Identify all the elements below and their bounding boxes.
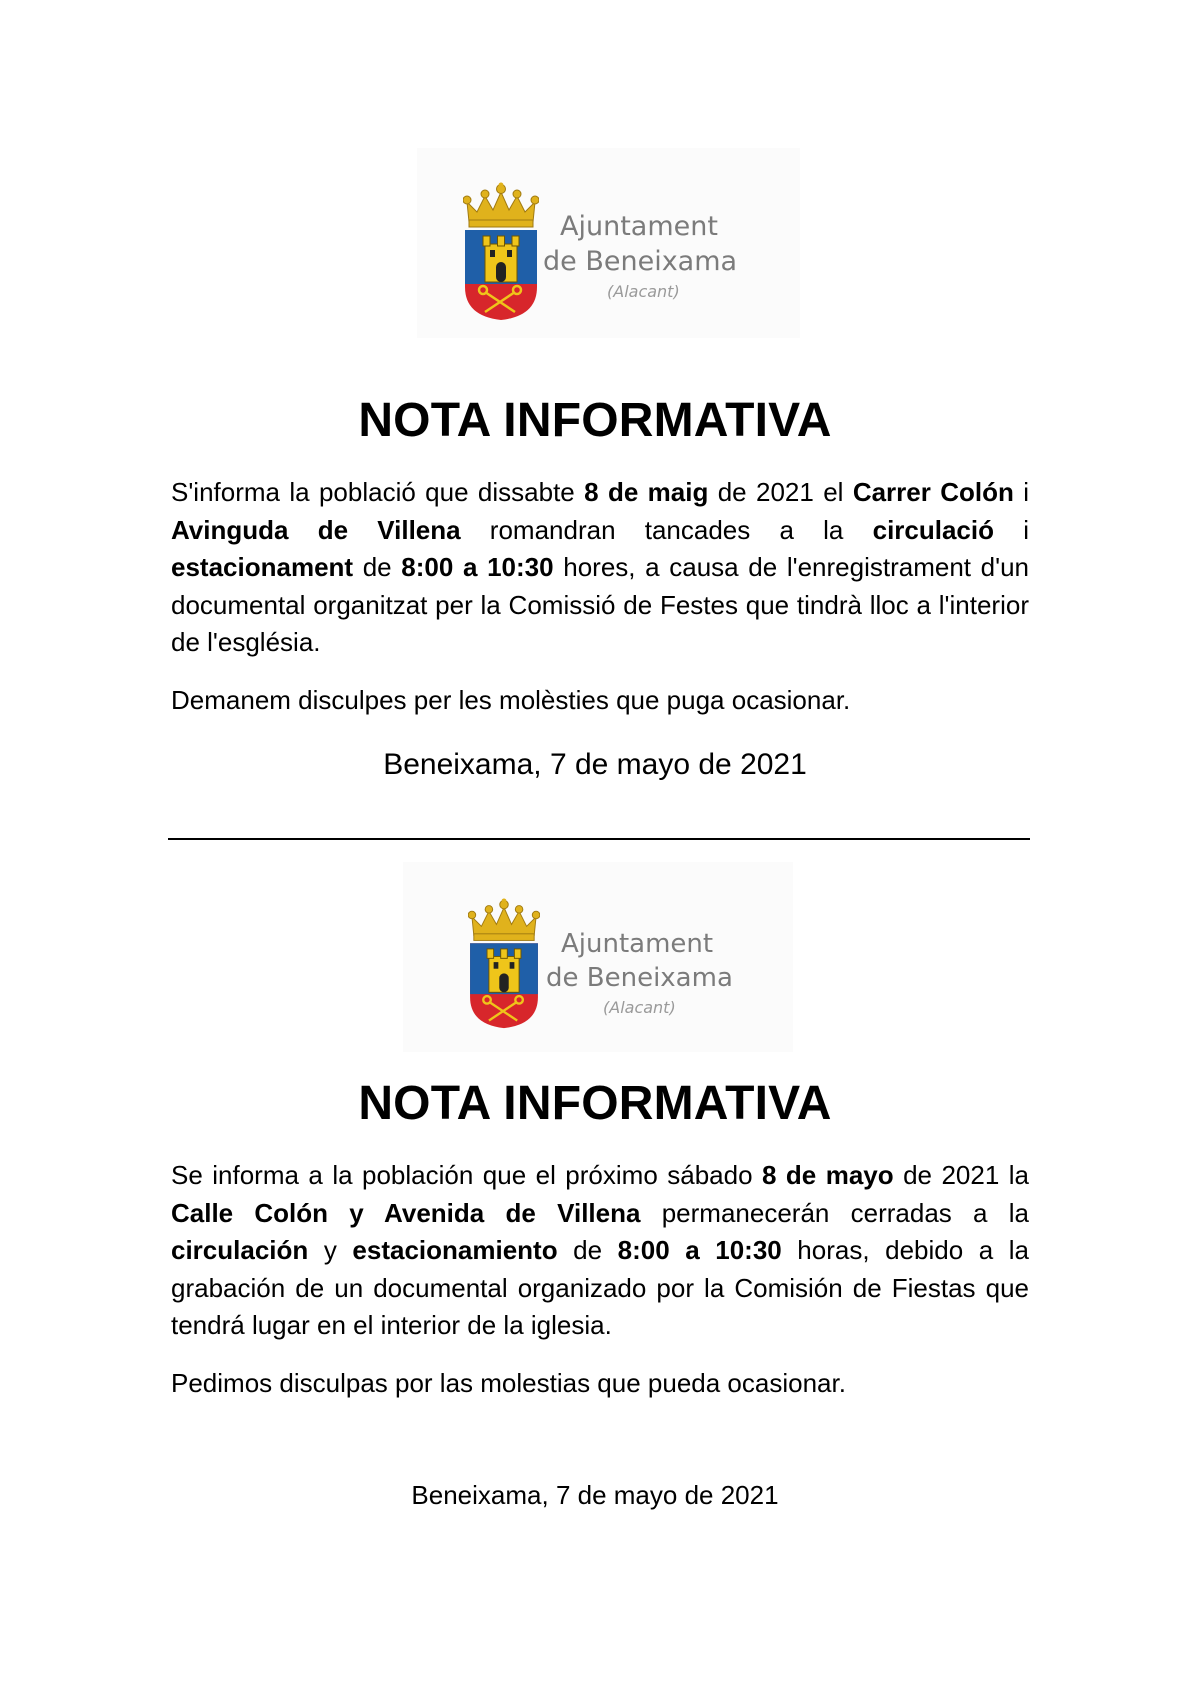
emphasis-text: estacionamiento: [352, 1235, 558, 1265]
logo-line-ajuntament: Ajuntament: [560, 211, 718, 242]
logo-line-alacant: (Alacant): [603, 998, 676, 1017]
emphasis-text: estacionament: [171, 552, 354, 582]
body-text: de: [557, 1235, 618, 1265]
body-text: Se informa a la población que el próximo sábado: [171, 1160, 762, 1190]
emphasis-text: Carrer Colón: [852, 477, 1014, 507]
notice-title-ca: NOTA INFORMATIVA: [358, 394, 832, 447]
apology-ca: Demanem disculpes per les molèsties que puga ocasionar.: [171, 685, 851, 715]
emphasis-text: circulación: [171, 1235, 309, 1265]
body-text: de 2021 el: [708, 477, 853, 507]
apology-es: Pedimos disculpas por las molestias que pueda ocasionar.: [171, 1368, 846, 1398]
coat-of-arms-icon: [468, 898, 540, 1030]
logo-line-alacant: (Alacant): [607, 282, 680, 301]
body-text: de 2021 la: [893, 1160, 1030, 1190]
body-text: S'informa la població que dissabte: [171, 477, 585, 507]
body-text: de: [353, 552, 402, 582]
emphasis-text: 8 de mayo: [762, 1160, 894, 1190]
date-ca: Beneixama, 7 de mayo de 2021: [383, 748, 807, 781]
emphasis-text: 8:00 a 10:30: [617, 1235, 782, 1265]
body-text: horas, debido a la grabación de un documental organizado por la Comisión de Fiestas que tendrá lugar en el interior de la iglesia.: [171, 1235, 1029, 1340]
body-text: romandran tancades a la: [460, 514, 873, 545]
notice-title-es: NOTA INFORMATIVA: [358, 1077, 832, 1130]
section-divider: [168, 838, 1030, 840]
logo-line-ajuntament: Ajuntament: [561, 929, 714, 959]
body-text: y: [308, 1235, 353, 1265]
body-text: permanecerán cerradas a la: [640, 1197, 1029, 1228]
date-es: Beneixama, 7 de mayo de 2021: [411, 1480, 779, 1510]
emphasis-text: Calle Colón y Avenida de Villena: [171, 1197, 641, 1228]
body-text: hores, a causa de l'enregistrament d'un documental organitzat per la Comissió de Festes que tindrà lloc a l'interior de l'església.: [171, 552, 1029, 657]
coat-of-arms-icon: [463, 182, 539, 322]
notice-body-ca: [171, 474, 1029, 662]
emphasis-text: 8 de maig: [584, 477, 709, 507]
emphasis-text: 8:00 a 10:30: [401, 552, 554, 582]
body-text: i: [1013, 477, 1030, 507]
municipal-logo: [403, 862, 793, 1052]
logo-line-beneixama: de Beneixama: [546, 963, 733, 993]
logo-line-beneixama: de Beneixama: [543, 246, 738, 277]
body-text: i: [994, 514, 1030, 545]
emphasis-text: Avinguda de Villena: [171, 514, 461, 545]
notice-body-es: [171, 1157, 1029, 1345]
emphasis-text: circulació: [872, 514, 995, 545]
municipal-logo: [417, 148, 800, 338]
